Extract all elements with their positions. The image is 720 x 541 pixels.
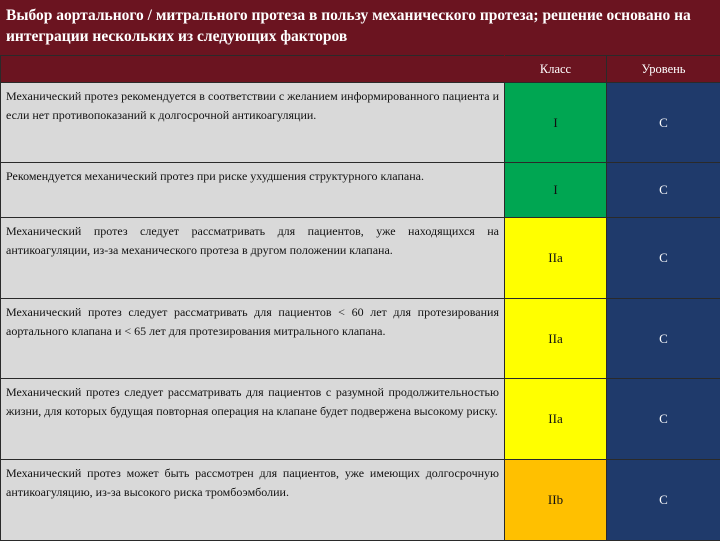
table-row [1,218,720,299]
row-class: IIb [505,460,607,541]
row-level: C [607,83,720,163]
row-class: IIa [505,218,607,299]
table-row [1,379,720,460]
row-level: C [607,460,720,541]
row-level: C [607,299,720,379]
table-row [1,299,720,379]
row-criterion: Рекомендуется механический протез при риске ухудшения структурного клапана. [1,163,505,218]
row-criterion: Механический протез может быть рассмотрен для пациентов, уже имеющих долгосрочную антикоагуляцию, из-за высокого риска тромбоэмболии. [1,460,505,541]
table-row [1,163,720,218]
row-criterion: Механический протез следует рассматривать для пациентов < 60 лет для протезирования аортального клапана и < 65 лет для протезирования митрального клапана. [1,299,505,379]
row-class: IIa [505,299,607,379]
row-criterion: Механический протез рекомендуется в соответствии с желанием информированного пациента и если нет противопоказаний к долгосрочной антикоагуляции. [1,83,505,163]
row-class: IIa [505,379,607,460]
table-header-row [1,56,720,83]
recommendations-table [0,55,720,541]
table-row [1,460,720,541]
header-level: Уровень [607,56,720,83]
row-level: C [607,163,720,218]
slide-title: Выбор аортального / митрального протеза в пользу механического протеза; решение основано на интеграции нескольких из следующих факторов [0,0,720,55]
table-row [1,83,720,163]
row-criterion: Механический протез следует рассматривать для пациентов, уже находящихся на антикоагуляции, из-за механического протеза в другом положении клапана. [1,218,505,299]
header-class: Класс [505,56,607,83]
header-criterion [1,56,505,83]
row-level: C [607,379,720,460]
row-level: C [607,218,720,299]
row-class: I [505,163,607,218]
row-class: I [505,83,607,163]
row-criterion: Механический протез следует рассматривать для пациентов с разумной продолжительностью жизни, для которых будущая повторная операция на клапане будет подвержена высокому риску. [1,379,505,460]
